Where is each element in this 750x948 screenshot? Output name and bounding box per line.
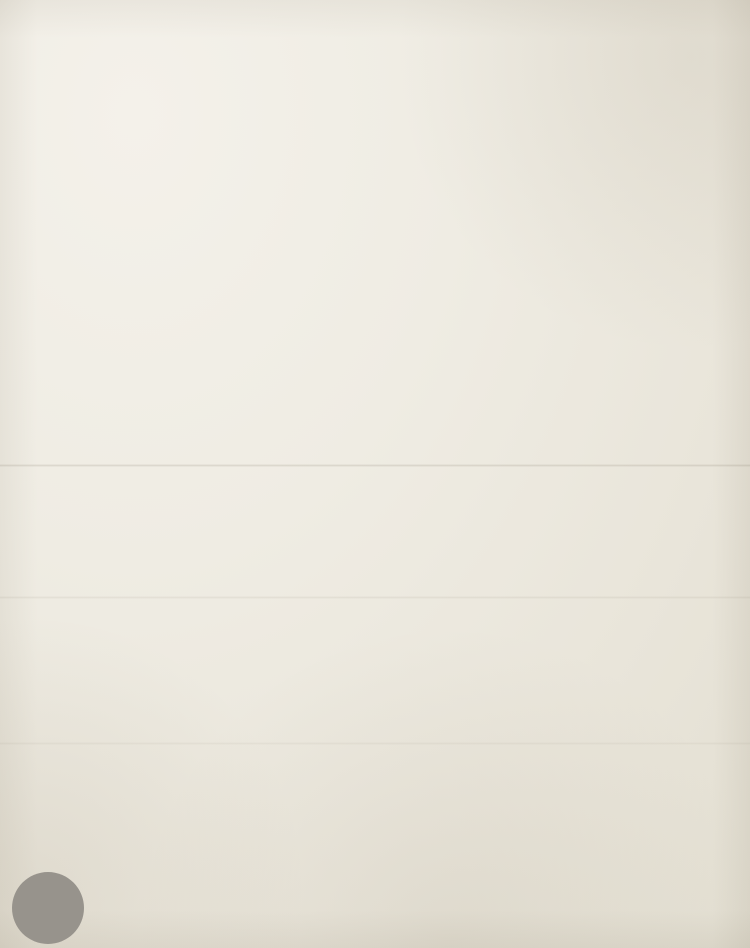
bpf-logo (12, 872, 84, 944)
